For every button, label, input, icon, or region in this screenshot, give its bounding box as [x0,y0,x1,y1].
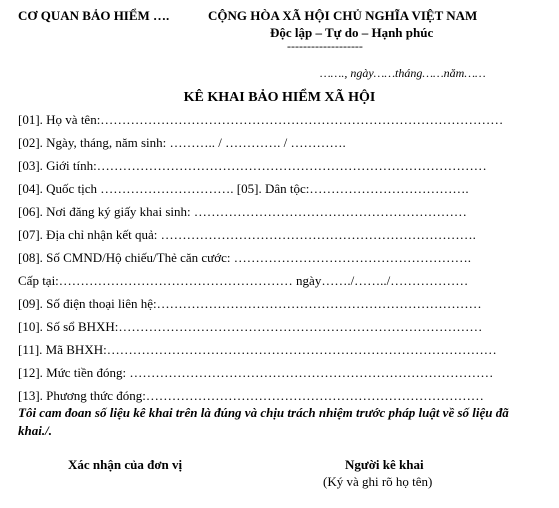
field-issued-at[interactable]: Cấp tại:……………………………………………… ngày……./……../……………… [18,273,469,288]
field-12-contribution-amount[interactable]: [12]. Mức tiền đóng: ………………………………………………………………………… [18,365,494,380]
document-title: KÊ KHAI BẢO HIỂM XÃ HỘI [183,90,376,105]
agency-name: CƠ QUAN BẢO HIỂM …. [18,8,170,23]
field-09-phone[interactable]: [09]. Số điện thoại liên hệ:………………………………………………………………… [18,296,482,311]
field-13-payment-method[interactable]: [13]. Phương thức đóng:…………………………………………………………………… [18,388,484,403]
field-04-05-nationality-ethnicity[interactable]: [04]. Quốc tịch …………………………. [05]. Dân tộc:………………………………. [18,181,469,196]
unit-confirmation-label: Xác nhận của đơn vị [68,457,183,472]
declarant-label: Người kê khai [345,457,424,472]
field-01-full-name[interactable]: [01]. Họ và tên:………………………………………………………………………………… [18,112,504,127]
dateline: ……., ngày……tháng……năm…… [320,66,486,80]
field-11-social-insurance-code[interactable]: [11]. Mã BHXH:……………………………………………………………………………… [18,342,497,357]
header-rule: ------------------- [287,39,363,53]
national-motto: Độc lập – Tự do – Hạnh phúc [270,25,434,40]
field-07-result-address[interactable]: [07]. Địa chỉ nhận kết quả: ………………………………………………………………. [18,227,476,242]
declarant-sign-note: (Ký và ghi rõ họ tên) [323,474,433,489]
national-title: CỘNG HÒA XÃ HỘI CHỦ NGHĨA VIỆT NAM [208,8,478,23]
field-02-birth-date[interactable]: [02]. Ngày, tháng, năm sinh: ……….. / …………. / …………. [18,135,346,150]
field-06-birth-registration-place[interactable]: [06]. Nơi đăng ký giấy khai sinh: ……………………………………………………… [18,204,467,219]
field-03-gender[interactable]: [03]. Giới tính:……………………………………………………………………………… [18,158,487,173]
field-10-social-insurance-book[interactable]: [10]. Số sổ BHXH:………………………………………………………………………… [18,319,483,334]
field-08-id-number[interactable]: [08]. Số CMND/Hộ chiếu/Thẻ căn cước: ………………………………………………. [18,250,471,265]
commitment-statement: Tôi cam đoan số liệu kê khai trên là đúng và chịu trách nhiệm trước pháp luật về số liệu đã khai./. [18,405,509,438]
